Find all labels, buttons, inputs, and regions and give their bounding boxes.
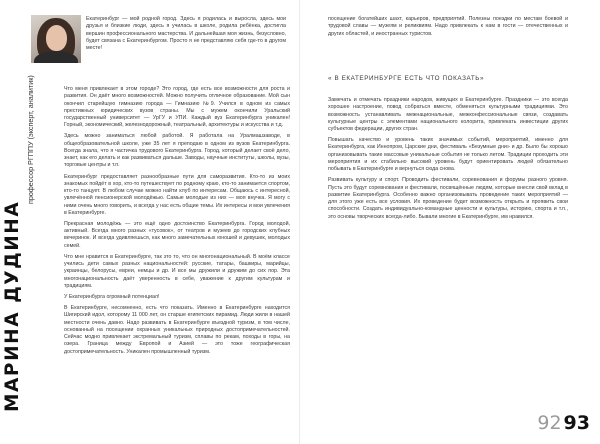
page-number-left: 92 bbox=[537, 412, 562, 434]
intro-column bbox=[86, 16, 286, 56]
paragraph: В Екатеринбурге, несомненно, есть что показать. Именно в Екатеринбурге находится Шигирский идол, которому 11 000 лет, он старше египетских пирамид. Люди жили в нашей местности очень давно. Надо развивать в Екатеринбурге въездной туризм, в том числе, основанный на посещении охранных уникальных природных достопримечательностей. Сейчас модно привлекает экстремальный туризм, сплавы по рекам, походы в горы, на озера. Граница между Европой и Азией — это тоже географическая достопримечательность. Уникален промышленный туризм. bbox=[64, 305, 290, 355]
right-column-continuation bbox=[328, 16, 568, 42]
intro-paragraph: Екатеринбург — мой родной город. Здесь я родилась и выросла, здесь мои друзья и близкие люди, здесь я училась в школе, родила ребёнка, достигла вершин профессионального мастерства. И дальнейшая моя жизнь, безусловно, будет связана с Екатеринбургом. Просто я не представляю себя где-то в другом месте! bbox=[86, 16, 286, 51]
paragraph: Прекрасная молодёжь — это ещё одно достоинство Екатеринбурга. Город молодой, активный. Всегда много разных «тусовок», от театров и музеев до городских клубных вечеринок. И всегда удивляешься, как много замечательных юношей и девушек, молодых семей. bbox=[64, 220, 290, 249]
paragraph: Здесь можно заниматься любой работой. Я работала на Уралмашзаводе, в общеобразовательной школе, уже 35 лет я преподаю в одном из вузов Екатеринбурга. Всегда знала, что я частичка трудового Екатеринбурга. Город, который делает своё дело, знает, как его делать и как развиваться дальше. Заводы, научные институты, школы, вузы, торговые центры и т.п. bbox=[64, 133, 290, 169]
author-role: профессор РГППУ (эксперт, аналитик) bbox=[26, 75, 35, 204]
page-fold-divider bbox=[299, 0, 300, 444]
paragraph: Екатеринбург предоставляет разнообразные пути для саморазвития. Кто-то из моих знакомых пойдёт в хор, кто-то путешествует по родному краю, кто-то занимается спортом, кто-то танцует. В любом случае можно найти клуб по интересам. Общаюсь с интересной, увлечённой пенсионерской молодёжью. Самые молодые из них — моя внучка. Я могу с ними очень много говорить, и всегда у нас есть общие темы. Их интересы и мои увлечения в Екатеринбурге. bbox=[64, 173, 290, 216]
left-column bbox=[64, 86, 290, 360]
portrait-face-shape bbox=[46, 25, 67, 51]
page-number-right: 93 bbox=[563, 412, 590, 434]
paragraph: Замечать и отмечать праздники народов, живущих в Екатеринбурге. Праздники — это всегда хорошее настроение, повод собраться вместе, обменяться культурными традициями. Это возможность устанавливать межнациональные, межконфессиональные связи, создавать культурные центры с элементами национального колорита, привлекать инвестиции других субъектов федерации, других стран. bbox=[328, 97, 568, 132]
pull-quote-heading: « В ЕКАТЕРИНБУРГЕ ЕСТЬ ЧТО ПОКАЗАТЬ» bbox=[328, 75, 485, 82]
paragraph: Развивать культуру и спорт. Проводить фестивали, соревнования и форумы разного уровня. Пусть это будут соревнования и фестивали, посвящённые людям, которые внесли свой вклад в развитие Екатеринбурга. Особенно важно организовывать проведение таких мероприятий — для этого уже есть все условия. Их проведение будет возможность открыть и проявить свои способности. Создать индивидуально-командные ценности и культуры, историю, спорта и т.п., это основы творческих всегда-либо. Бывали многие в Екатеринбурге, им нравился. bbox=[328, 177, 568, 220]
paragraph: Что меня привлекает в этом городе? Это город, где есть все возможности для роста и развития. Он даёт много возможностей. Можно получить отличное образование. Мой сын окончил старейшую гимназию города — Гимназию №9. Учился в одном из самых престижных юридических вузов страны. Мы с мужем окончили Уральский государственный университет — УрГУ и УПИ. Каждый вуз Екатеринбурга уникален! Горный, экономический, железнодорожный, театральный, архитектуры и искусства и т.д. bbox=[64, 86, 290, 129]
paragraph: Что мне нравится в Екатеринбурге, так это то, что он многонациональный. В моём классе учились дети самых разных национальностей: русские, татары, башкиры, марийцы, украинцы, белорусы, евреи, немцы и др. И все мы дружили и дружим до сих пор. Эта многонациональность даёт уверенность в себе, уважение к другим культурам и традициям. bbox=[64, 253, 290, 289]
paragraph: Повышать качество и уровень таких значимых событий, мероприятий, именно для Екатеринбурга, как Иннопром, Царские дни, фестиваль «Безумные дни» и др. Было бы хорошо организовывать такие массовые уникальные события не только летом. Традиции проходить эти мероприятия и их стабильно высокий уровень будут ориентировать людей обязательно побывать в Екатеринбурге и вернуться сюда снова. bbox=[328, 137, 568, 173]
paragraph: посещение богатейших шахт, карьеров, предприятий. Полезны поездки по местам боевой и трудовой славы — музеям и реликвиям. Надо привлекать к нам в гости — отечественных и других областей, и иностранных туристов. bbox=[328, 16, 568, 37]
author-portrait bbox=[31, 15, 81, 63]
author-name: МАРИНА ДУДИНА bbox=[2, 200, 23, 412]
paragraph: У Екатеринбурга огромный потенциал! bbox=[64, 293, 160, 300]
page-numbers bbox=[537, 412, 590, 434]
right-column bbox=[328, 97, 568, 225]
